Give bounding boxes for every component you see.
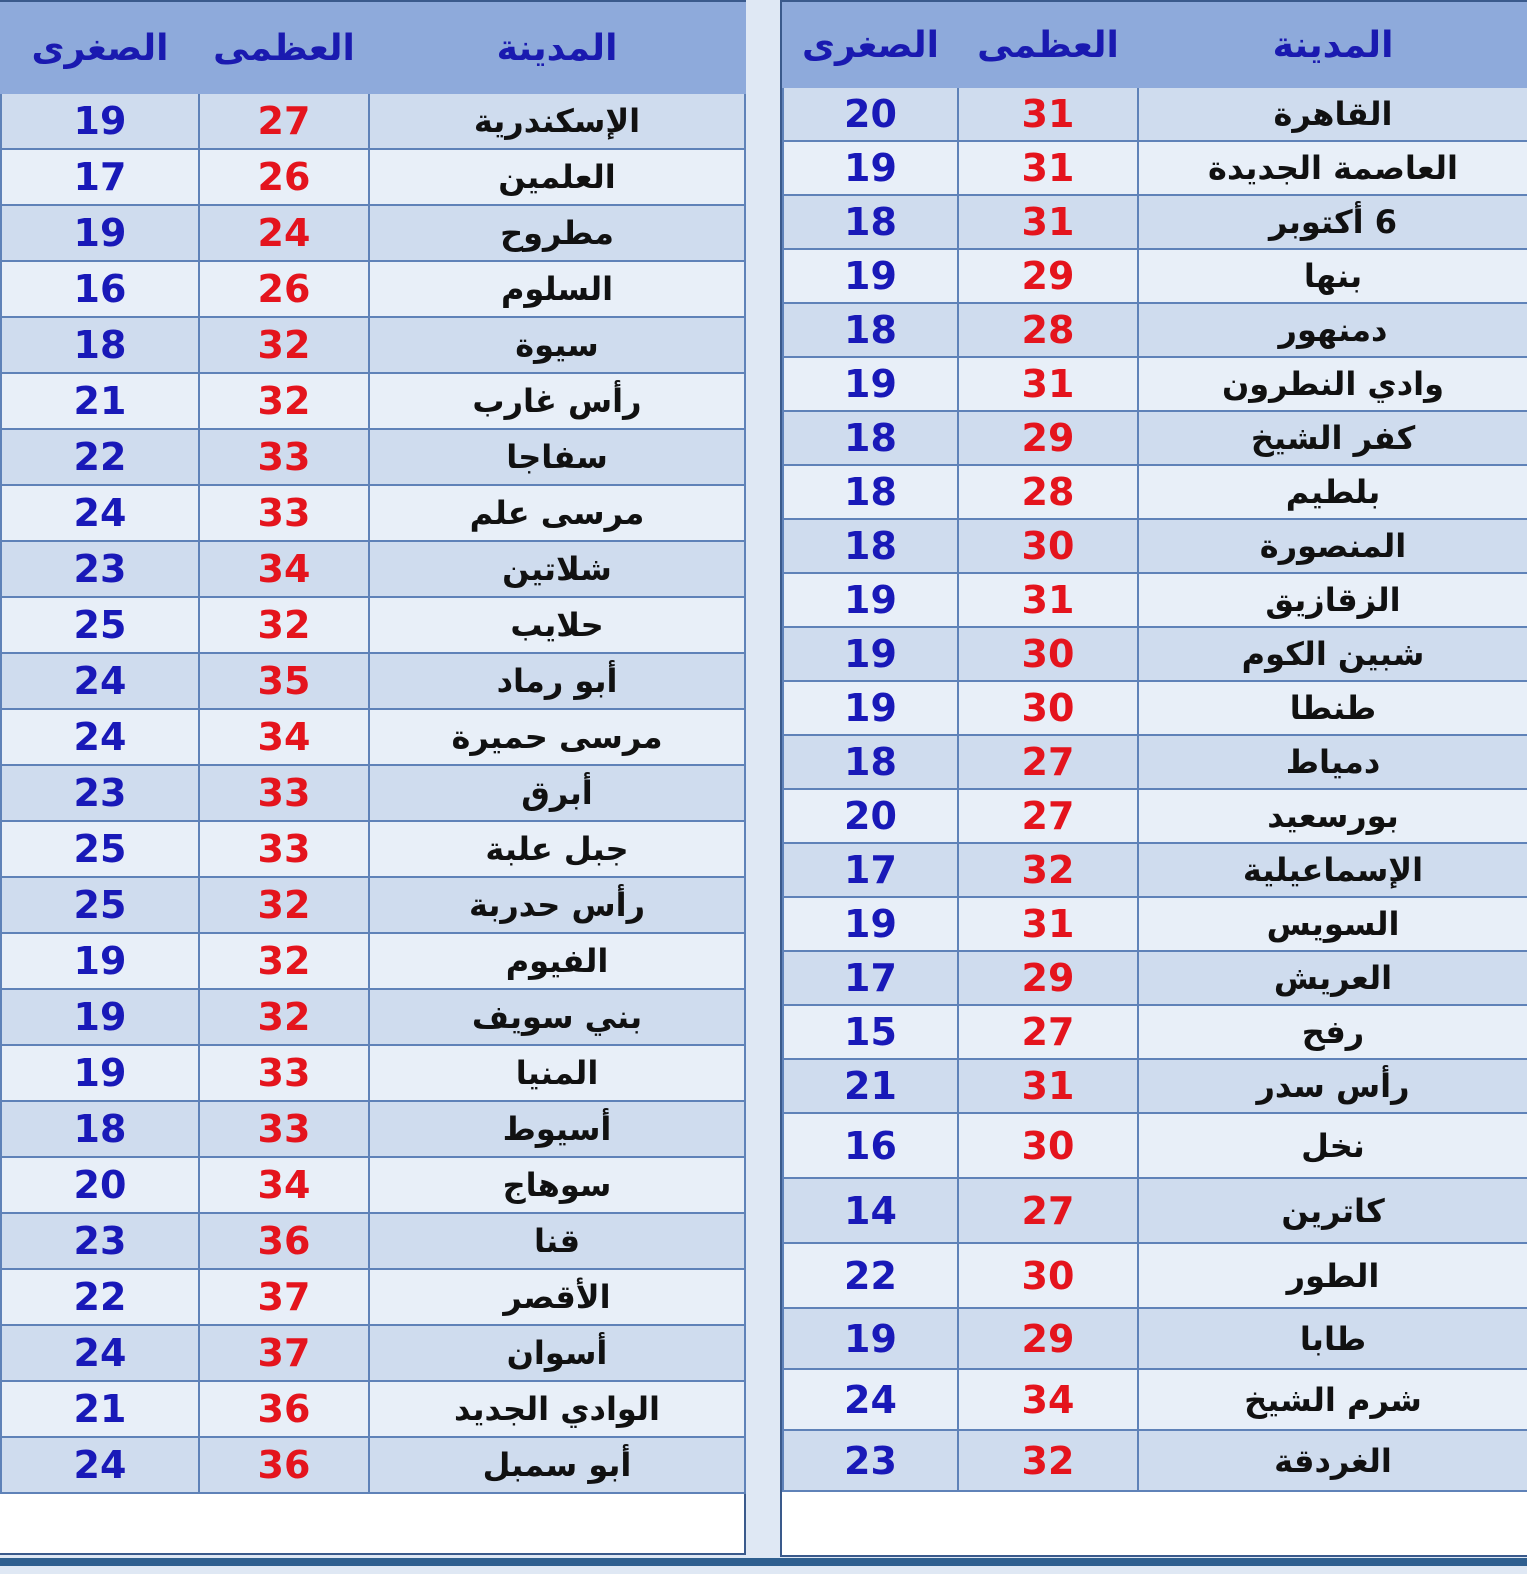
right-header-row	[783, 3, 1527, 87]
city-cell: القاهرة	[1138, 87, 1527, 141]
table-row	[783, 1059, 1527, 1113]
min-temp-cell: 25	[1, 821, 199, 877]
header-city: المدينة	[369, 3, 745, 93]
min-temp-cell: 19	[1, 93, 199, 149]
max-temp-cell: 32	[199, 373, 369, 429]
city-cell: نخل	[1138, 1113, 1527, 1178]
max-temp-cell: 34	[199, 1157, 369, 1213]
min-temp-cell: 24	[1, 653, 199, 709]
table-row	[783, 1430, 1527, 1491]
min-temp-cell: 25	[1, 877, 199, 933]
city-cell: طابا	[1138, 1308, 1527, 1369]
min-temp-cell: 18	[1, 317, 199, 373]
city-cell: الطور	[1138, 1243, 1527, 1308]
max-temp-cell: 37	[199, 1325, 369, 1381]
table-row	[1, 1269, 745, 1325]
city-cell: بلطيم	[1138, 465, 1527, 519]
max-temp-cell: 31	[958, 195, 1138, 249]
max-temp-cell: 37	[199, 1269, 369, 1325]
min-temp-cell: 19	[1, 989, 199, 1045]
min-temp-cell: 18	[783, 519, 958, 573]
min-temp-cell: 24	[1, 1325, 199, 1381]
table-row	[783, 573, 1527, 627]
min-temp-cell: 22	[1, 1269, 199, 1325]
min-temp-cell: 21	[783, 1059, 958, 1113]
right-table	[782, 2, 1527, 1492]
max-temp-cell: 33	[199, 1045, 369, 1101]
max-temp-cell: 30	[958, 1113, 1138, 1178]
table-row	[1, 205, 745, 261]
min-temp-cell: 20	[783, 789, 958, 843]
city-cell: بنها	[1138, 249, 1527, 303]
table-row	[783, 519, 1527, 573]
city-cell: رأس سدر	[1138, 1059, 1527, 1113]
city-cell: الغردقة	[1138, 1430, 1527, 1491]
min-temp-cell: 22	[1, 429, 199, 485]
min-temp-cell: 15	[783, 1005, 958, 1059]
table-row	[1, 429, 745, 485]
min-temp-cell: 18	[783, 411, 958, 465]
city-cell: الإسماعيلية	[1138, 843, 1527, 897]
city-cell: الإسكندرية	[369, 93, 745, 149]
min-temp-cell: 23	[1, 1213, 199, 1269]
table-row	[783, 1113, 1527, 1178]
city-cell: سوهاج	[369, 1157, 745, 1213]
table-row	[783, 789, 1527, 843]
city-cell: شرم الشيخ	[1138, 1369, 1527, 1430]
city-cell: سفاجا	[369, 429, 745, 485]
max-temp-cell: 26	[199, 261, 369, 317]
header-max: العظمى	[199, 3, 369, 93]
min-temp-cell: 19	[1, 1045, 199, 1101]
max-temp-cell: 33	[199, 1101, 369, 1157]
table-row	[783, 627, 1527, 681]
table-row	[783, 1369, 1527, 1430]
table-row	[1, 1045, 745, 1101]
left-table	[0, 2, 746, 1494]
table-row	[1, 821, 745, 877]
city-cell: حلايب	[369, 597, 745, 653]
max-temp-cell: 32	[958, 1430, 1138, 1491]
min-temp-cell: 22	[783, 1243, 958, 1308]
table-row	[783, 735, 1527, 789]
table-row	[783, 1243, 1527, 1308]
max-temp-cell: 34	[958, 1369, 1138, 1430]
max-temp-cell: 27	[199, 93, 369, 149]
left-temperature-table	[0, 0, 746, 1555]
city-cell: العلمين	[369, 149, 745, 205]
max-temp-cell: 30	[958, 627, 1138, 681]
min-temp-cell: 18	[1, 1101, 199, 1157]
min-temp-cell: 19	[783, 681, 958, 735]
city-cell: الزقازيق	[1138, 573, 1527, 627]
table-row	[783, 411, 1527, 465]
table-row	[1, 373, 745, 429]
max-temp-cell: 32	[199, 317, 369, 373]
min-temp-cell: 17	[783, 843, 958, 897]
city-cell: شلاتين	[369, 541, 745, 597]
max-temp-cell: 32	[958, 843, 1138, 897]
table-row	[783, 897, 1527, 951]
city-cell: 6 أكتوبر	[1138, 195, 1527, 249]
max-temp-cell: 27	[958, 735, 1138, 789]
min-temp-cell: 17	[783, 951, 958, 1005]
header-city: المدينة	[1138, 3, 1527, 87]
max-temp-cell: 29	[958, 951, 1138, 1005]
city-cell: أبو رماد	[369, 653, 745, 709]
max-temp-cell: 34	[199, 541, 369, 597]
table-row	[783, 951, 1527, 1005]
min-temp-cell: 20	[1, 1157, 199, 1213]
min-temp-cell: 23	[1, 765, 199, 821]
min-temp-cell: 19	[783, 627, 958, 681]
max-temp-cell: 30	[958, 1243, 1138, 1308]
city-cell: كفر الشيخ	[1138, 411, 1527, 465]
right-table-body	[783, 87, 1527, 1491]
max-temp-cell: 36	[199, 1213, 369, 1269]
table-row	[1, 1437, 745, 1493]
min-temp-cell: 24	[1, 1437, 199, 1493]
table-row	[1, 261, 745, 317]
city-cell: أسيوط	[369, 1101, 745, 1157]
table-row	[1, 1101, 745, 1157]
max-temp-cell: 27	[958, 789, 1138, 843]
table-row	[1, 597, 745, 653]
table-row	[1, 149, 745, 205]
table-row	[783, 1178, 1527, 1243]
max-temp-cell: 30	[958, 681, 1138, 735]
city-cell: الفيوم	[369, 933, 745, 989]
city-cell: كاترين	[1138, 1178, 1527, 1243]
max-temp-cell: 32	[199, 597, 369, 653]
city-cell: مرسى علم	[369, 485, 745, 541]
min-temp-cell: 23	[783, 1430, 958, 1491]
max-temp-cell: 32	[199, 877, 369, 933]
max-temp-cell: 31	[958, 897, 1138, 951]
min-temp-cell: 18	[783, 465, 958, 519]
table-row	[783, 357, 1527, 411]
table-row	[783, 249, 1527, 303]
max-temp-cell: 31	[958, 1059, 1138, 1113]
max-temp-cell: 33	[199, 429, 369, 485]
city-cell: الأقصر	[369, 1269, 745, 1325]
city-cell: أبرق	[369, 765, 745, 821]
left-header-row	[1, 3, 745, 93]
max-temp-cell: 33	[199, 485, 369, 541]
table-row	[1, 877, 745, 933]
table-row	[1, 1213, 745, 1269]
table-row	[783, 681, 1527, 735]
max-temp-cell: 36	[199, 1381, 369, 1437]
max-temp-cell: 26	[199, 149, 369, 205]
max-temp-cell: 35	[199, 653, 369, 709]
max-temp-cell: 31	[958, 141, 1138, 195]
min-temp-cell: 19	[783, 573, 958, 627]
table-row	[1, 653, 745, 709]
city-cell: رأس حدربة	[369, 877, 745, 933]
min-temp-cell: 18	[783, 735, 958, 789]
table-row	[783, 87, 1527, 141]
min-temp-cell: 19	[783, 357, 958, 411]
max-temp-cell: 28	[958, 303, 1138, 357]
max-temp-cell: 33	[199, 821, 369, 877]
max-temp-cell: 33	[199, 765, 369, 821]
table-row	[783, 1005, 1527, 1059]
min-temp-cell: 19	[783, 141, 958, 195]
min-temp-cell: 21	[1, 1381, 199, 1437]
min-temp-cell: 18	[783, 303, 958, 357]
min-temp-cell: 14	[783, 1178, 958, 1243]
table-row	[1, 765, 745, 821]
right-temperature-table	[780, 0, 1527, 1557]
min-temp-cell: 19	[783, 249, 958, 303]
table-row	[1, 485, 745, 541]
table-row	[1, 317, 745, 373]
max-temp-cell: 34	[199, 709, 369, 765]
min-temp-cell: 16	[1, 261, 199, 317]
table-row	[1, 933, 745, 989]
table-row	[783, 465, 1527, 519]
max-temp-cell: 28	[958, 465, 1138, 519]
city-cell: شبين الكوم	[1138, 627, 1527, 681]
min-temp-cell: 24	[1, 709, 199, 765]
left-table-body	[1, 93, 745, 1493]
city-cell: وادي النطرون	[1138, 357, 1527, 411]
max-temp-cell: 24	[199, 205, 369, 261]
min-temp-cell: 19	[1, 205, 199, 261]
table-row	[1, 709, 745, 765]
city-cell: مطروح	[369, 205, 745, 261]
min-temp-cell: 24	[1, 485, 199, 541]
min-temp-cell: 20	[783, 87, 958, 141]
min-temp-cell: 17	[1, 149, 199, 205]
city-cell: أبو سمبل	[369, 1437, 745, 1493]
max-temp-cell: 27	[958, 1178, 1138, 1243]
max-temp-cell: 31	[958, 573, 1138, 627]
city-cell: بني سويف	[369, 989, 745, 1045]
city-cell: رفح	[1138, 1005, 1527, 1059]
table-row	[1, 93, 745, 149]
max-temp-cell: 36	[199, 1437, 369, 1493]
max-temp-cell: 30	[958, 519, 1138, 573]
city-cell: بورسعيد	[1138, 789, 1527, 843]
city-cell: أسوان	[369, 1325, 745, 1381]
footer-bar	[0, 1558, 1527, 1566]
header-min: الصغرى	[1, 3, 199, 93]
table-row	[783, 195, 1527, 249]
max-temp-cell: 32	[199, 989, 369, 1045]
city-cell: قنا	[369, 1213, 745, 1269]
min-temp-cell: 23	[1, 541, 199, 597]
min-temp-cell: 25	[1, 597, 199, 653]
city-cell: العاصمة الجديدة	[1138, 141, 1527, 195]
table-row	[1, 989, 745, 1045]
min-temp-cell: 16	[783, 1113, 958, 1178]
min-temp-cell: 19	[783, 897, 958, 951]
city-cell: سيوة	[369, 317, 745, 373]
city-cell: دمنهور	[1138, 303, 1527, 357]
city-cell: المنيا	[369, 1045, 745, 1101]
city-cell: دمياط	[1138, 735, 1527, 789]
header-max: العظمى	[958, 3, 1138, 87]
table-row	[1, 1325, 745, 1381]
city-cell: جبل علبة	[369, 821, 745, 877]
max-temp-cell: 27	[958, 1005, 1138, 1059]
max-temp-cell: 29	[958, 411, 1138, 465]
min-temp-cell: 21	[1, 373, 199, 429]
max-temp-cell: 31	[958, 357, 1138, 411]
city-cell: العريش	[1138, 951, 1527, 1005]
table-row	[1, 541, 745, 597]
table-row	[783, 1308, 1527, 1369]
table-row	[1, 1157, 745, 1213]
table-row	[1, 1381, 745, 1437]
city-cell: مرسى حميرة	[369, 709, 745, 765]
max-temp-cell: 31	[958, 87, 1138, 141]
table-row	[783, 303, 1527, 357]
city-cell: المنصورة	[1138, 519, 1527, 573]
min-temp-cell: 19	[1, 933, 199, 989]
city-cell: السلوم	[369, 261, 745, 317]
min-temp-cell: 19	[783, 1308, 958, 1369]
city-cell: رأس غارب	[369, 373, 745, 429]
table-row	[783, 141, 1527, 195]
max-temp-cell: 29	[958, 1308, 1138, 1369]
city-cell: السويس	[1138, 897, 1527, 951]
min-temp-cell: 18	[783, 195, 958, 249]
max-temp-cell: 29	[958, 249, 1138, 303]
min-temp-cell: 24	[783, 1369, 958, 1430]
max-temp-cell: 32	[199, 933, 369, 989]
header-min: الصغرى	[783, 3, 958, 87]
city-cell: طنطا	[1138, 681, 1527, 735]
city-cell: الوادي الجديد	[369, 1381, 745, 1437]
table-row	[783, 843, 1527, 897]
